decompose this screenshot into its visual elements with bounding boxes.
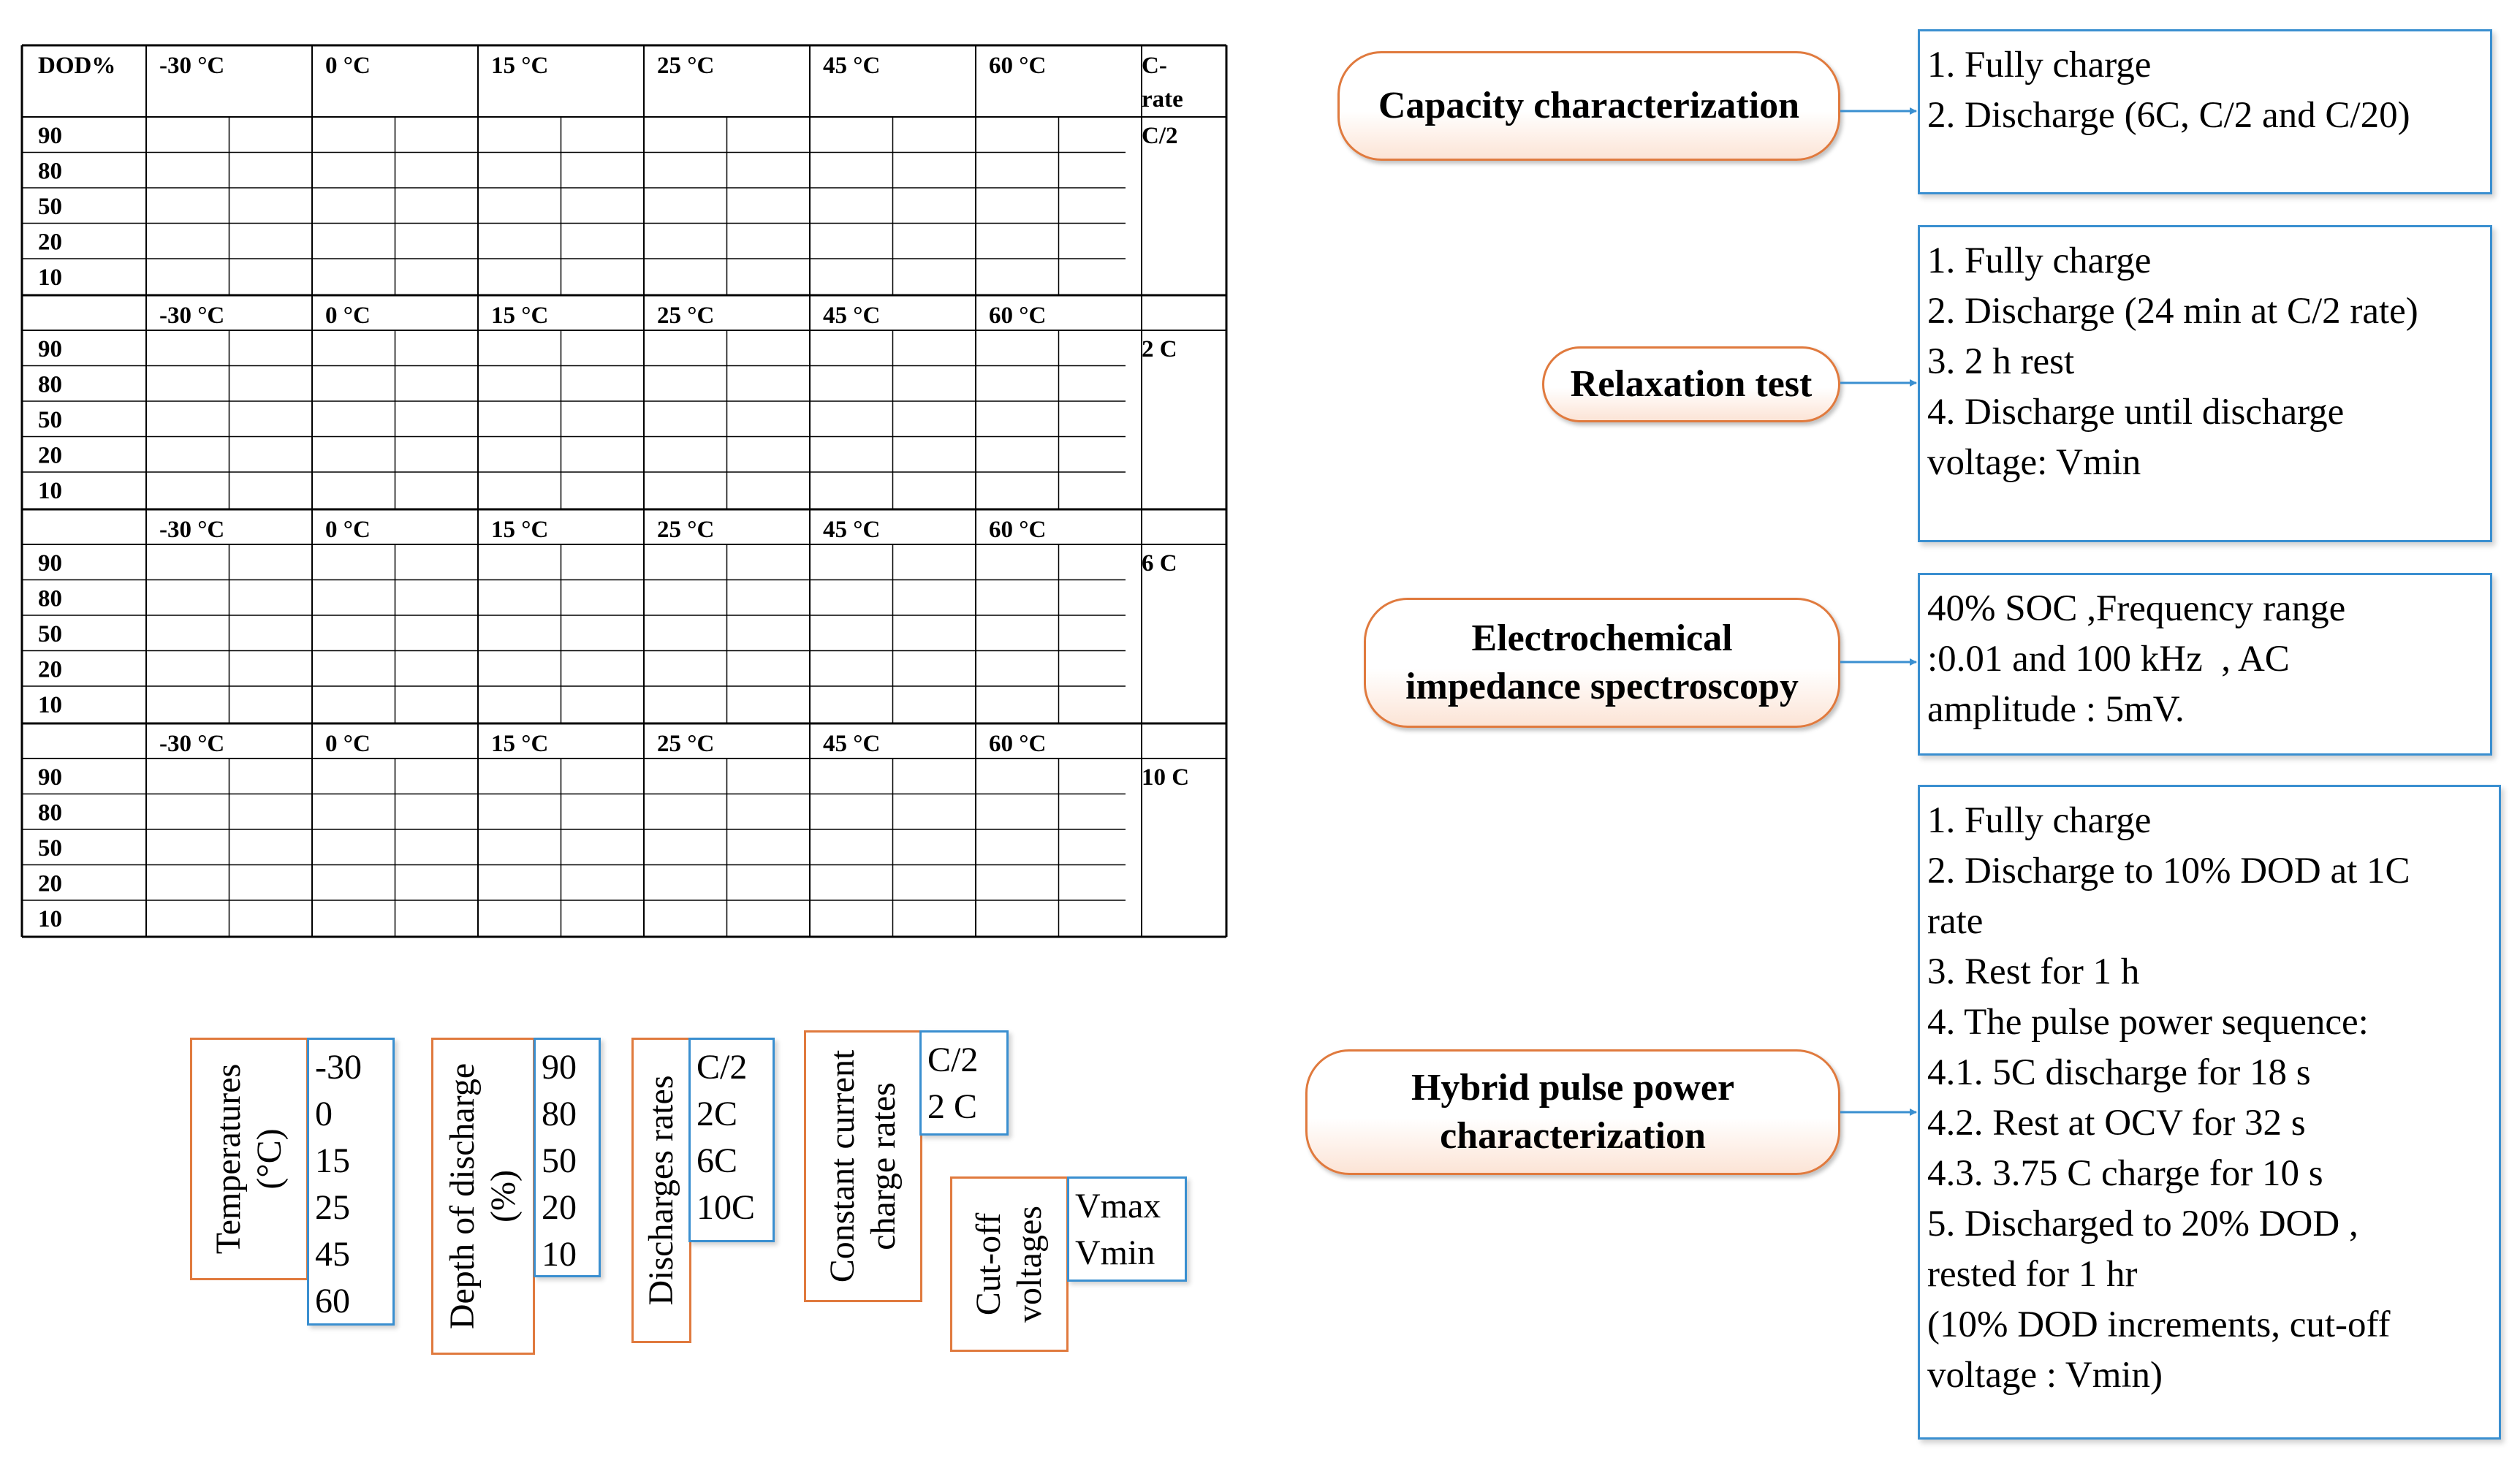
step-line: 2. Discharge to 10% DOD at 1C [1927, 851, 2410, 891]
param-charge-rates-values [919, 1030, 1009, 1136]
crate-header: rate [1142, 86, 1183, 113]
step-line: 2. Discharge (24 min at C/2 rate) [1927, 291, 2418, 332]
crate-label: 2 C [1142, 336, 1177, 362]
temp-header: 25 °C [657, 303, 715, 329]
step-line: rested for 1 hr [1927, 1254, 2138, 1295]
param-dod-label-line: Depth of discharge [443, 1062, 482, 1330]
param-charge-rates-label-line: Constant current [823, 1049, 862, 1283]
temp-header: 0 °C [325, 517, 371, 543]
temp-header: 60 °C [989, 731, 1047, 757]
temp-header: 15 °C [491, 731, 549, 757]
test-electrochemical-impedance [1364, 598, 1840, 728]
param-dod-label-line: (%) [484, 1170, 523, 1223]
dod-label: 10 [38, 478, 62, 504]
param-cutoff-label-line: voltages [1010, 1206, 1049, 1323]
temp-header: 0 °C [325, 731, 371, 757]
dod-label: 80 [38, 158, 62, 185]
param-value: 60 [315, 1282, 350, 1320]
dod-label: 50 [38, 621, 62, 647]
dod-label: 90 [38, 123, 62, 149]
crate-label: 10 C [1142, 764, 1190, 791]
step-line: (10% DOD increments, cut-off [1927, 1304, 2391, 1345]
param-value: 2C [697, 1095, 738, 1133]
param-value: -30 [315, 1048, 362, 1087]
param-value: 10 [542, 1235, 577, 1274]
temp-header: 25 °C [657, 517, 715, 543]
test-name-line: Hybrid pulse power [1411, 1067, 1735, 1109]
steps-hybrid-pulse-power [1918, 785, 2501, 1440]
dod-label: 20 [38, 656, 62, 683]
temp-header: -30 °C [159, 53, 225, 79]
dod-label: 80 [38, 585, 62, 612]
param-temperatures-label-line: (°C) [250, 1128, 289, 1190]
steps-capacity-characterization [1918, 29, 2492, 194]
test-hybrid-pulse-power [1305, 1049, 1840, 1175]
param-value: 0 [315, 1095, 333, 1133]
temp-header: 60 °C [989, 53, 1047, 79]
param-charge-rates-label-line: charge rates [864, 1082, 903, 1250]
param-value: 2 C [927, 1087, 978, 1126]
param-dod-values [534, 1038, 601, 1277]
step-line: voltage: Vmin [1927, 442, 2141, 483]
temp-header: 15 °C [491, 517, 549, 543]
step-line: voltage : Vmin) [1927, 1355, 2163, 1396]
temp-header: 25 °C [657, 53, 715, 79]
temp-header: -30 °C [159, 303, 225, 329]
test-name-line: impedance spectroscopy [1405, 666, 1799, 707]
dod-label: 90 [38, 336, 62, 362]
param-value: 80 [542, 1095, 577, 1133]
step-line: 1. Fully charge [1927, 240, 2152, 281]
param-value: 20 [542, 1188, 577, 1227]
temp-header: -30 °C [159, 731, 225, 757]
test-name-line: characterization [1440, 1115, 1706, 1157]
dod-label: 10 [38, 906, 62, 932]
temp-header: 15 °C [491, 303, 549, 329]
dod-label: 10 [38, 265, 62, 291]
param-value: 45 [315, 1235, 350, 1274]
param-charge-rates-label [804, 1030, 922, 1302]
param-value: 90 [542, 1048, 577, 1087]
dod-label: 50 [38, 407, 62, 433]
step-line: 1. Fully charge [1927, 45, 2152, 85]
dod-label: 80 [38, 371, 62, 398]
crate-label: 6 C [1142, 550, 1177, 577]
crate-header: C- [1142, 53, 1167, 79]
step-line: rate [1927, 901, 1984, 942]
temp-header: 0 °C [325, 303, 371, 329]
temp-header: 45 °C [823, 517, 881, 543]
param-temperatures-values [307, 1038, 395, 1326]
step-line: 2. Discharge (6C, C/2 and C/20) [1927, 95, 2410, 136]
param-discharge-rates-label-line: Discharges rates [642, 1075, 680, 1306]
temp-header: 0 °C [325, 53, 371, 79]
param-dod-label [431, 1038, 535, 1355]
temp-header: 45 °C [823, 731, 881, 757]
crate-label: C/2 [1142, 123, 1178, 149]
param-discharge-rates-label [631, 1038, 691, 1343]
temp-header: 45 °C [823, 303, 881, 329]
param-value: C/2 [927, 1041, 979, 1079]
dod-header: DOD% [38, 53, 116, 79]
temp-header: 45 °C [823, 53, 881, 79]
dod-label: 20 [38, 870, 62, 897]
param-temperatures-label-line: Temperatures [209, 1063, 248, 1255]
step-line: 4.3. 3.75 C charge for 10 s [1927, 1153, 2323, 1194]
param-cutoff-values [1067, 1176, 1187, 1282]
param-discharge-rates-values [688, 1038, 775, 1242]
test-name-line: Electrochemical [1471, 617, 1733, 659]
steps-relaxation [1918, 225, 2492, 542]
param-value: 10C [697, 1188, 756, 1227]
step-line: :0.01 and 100 kHz , AC [1927, 639, 2290, 680]
step-line: 4.1. 5C discharge for 18 s [1927, 1052, 2311, 1093]
dod-label: 10 [38, 692, 62, 718]
test-matrix-table [0, 0, 1242, 950]
dod-label: 90 [38, 550, 62, 577]
step-line: 4.2. Rest at OCV for 32 s [1927, 1103, 2306, 1144]
dod-label: 20 [38, 442, 62, 469]
temp-header: -30 °C [159, 517, 225, 543]
param-cutoff-label-line: Cut-off [969, 1212, 1008, 1316]
step-line: 4. Discharge until discharge [1927, 392, 2345, 433]
dod-label: 50 [38, 194, 62, 220]
test-name-line: Relaxation test [1570, 363, 1813, 405]
dod-label: 80 [38, 799, 62, 826]
param-value: 15 [315, 1141, 350, 1180]
step-line: 4. The pulse power sequence: [1927, 1002, 2369, 1043]
param-cutoff-label [950, 1176, 1069, 1352]
param-value: Vmax [1075, 1187, 1161, 1225]
dod-label: 50 [38, 835, 62, 862]
step-line: 1. Fully charge [1927, 800, 2152, 841]
step-line: 3. 2 h rest [1927, 341, 2075, 382]
param-value: Vmin [1075, 1233, 1155, 1272]
step-line: 5. Discharged to 20% DOD , [1927, 1204, 2358, 1244]
param-value: C/2 [697, 1048, 748, 1087]
dod-label: 20 [38, 229, 62, 256]
param-temperatures-label [190, 1038, 308, 1280]
temp-header: 60 °C [989, 303, 1047, 329]
param-value: 50 [542, 1141, 577, 1180]
dod-label: 90 [38, 764, 62, 791]
temp-header: 60 °C [989, 517, 1047, 543]
test-relaxation [1542, 346, 1840, 422]
test-name-line: Capacity characterization [1378, 85, 1800, 126]
temp-header: 15 °C [491, 53, 549, 79]
step-line: 40% SOC ,Frequency range [1927, 588, 2346, 629]
temp-header: 25 °C [657, 731, 715, 757]
step-line: 3. Rest for 1 h [1927, 951, 2140, 992]
param-value: 6C [697, 1141, 738, 1180]
steps-electrochemical-impedance [1918, 573, 2492, 756]
test-capacity-characterization [1337, 51, 1840, 161]
step-line: amplitude : 5mV. [1927, 689, 2185, 730]
param-value: 25 [315, 1188, 350, 1227]
